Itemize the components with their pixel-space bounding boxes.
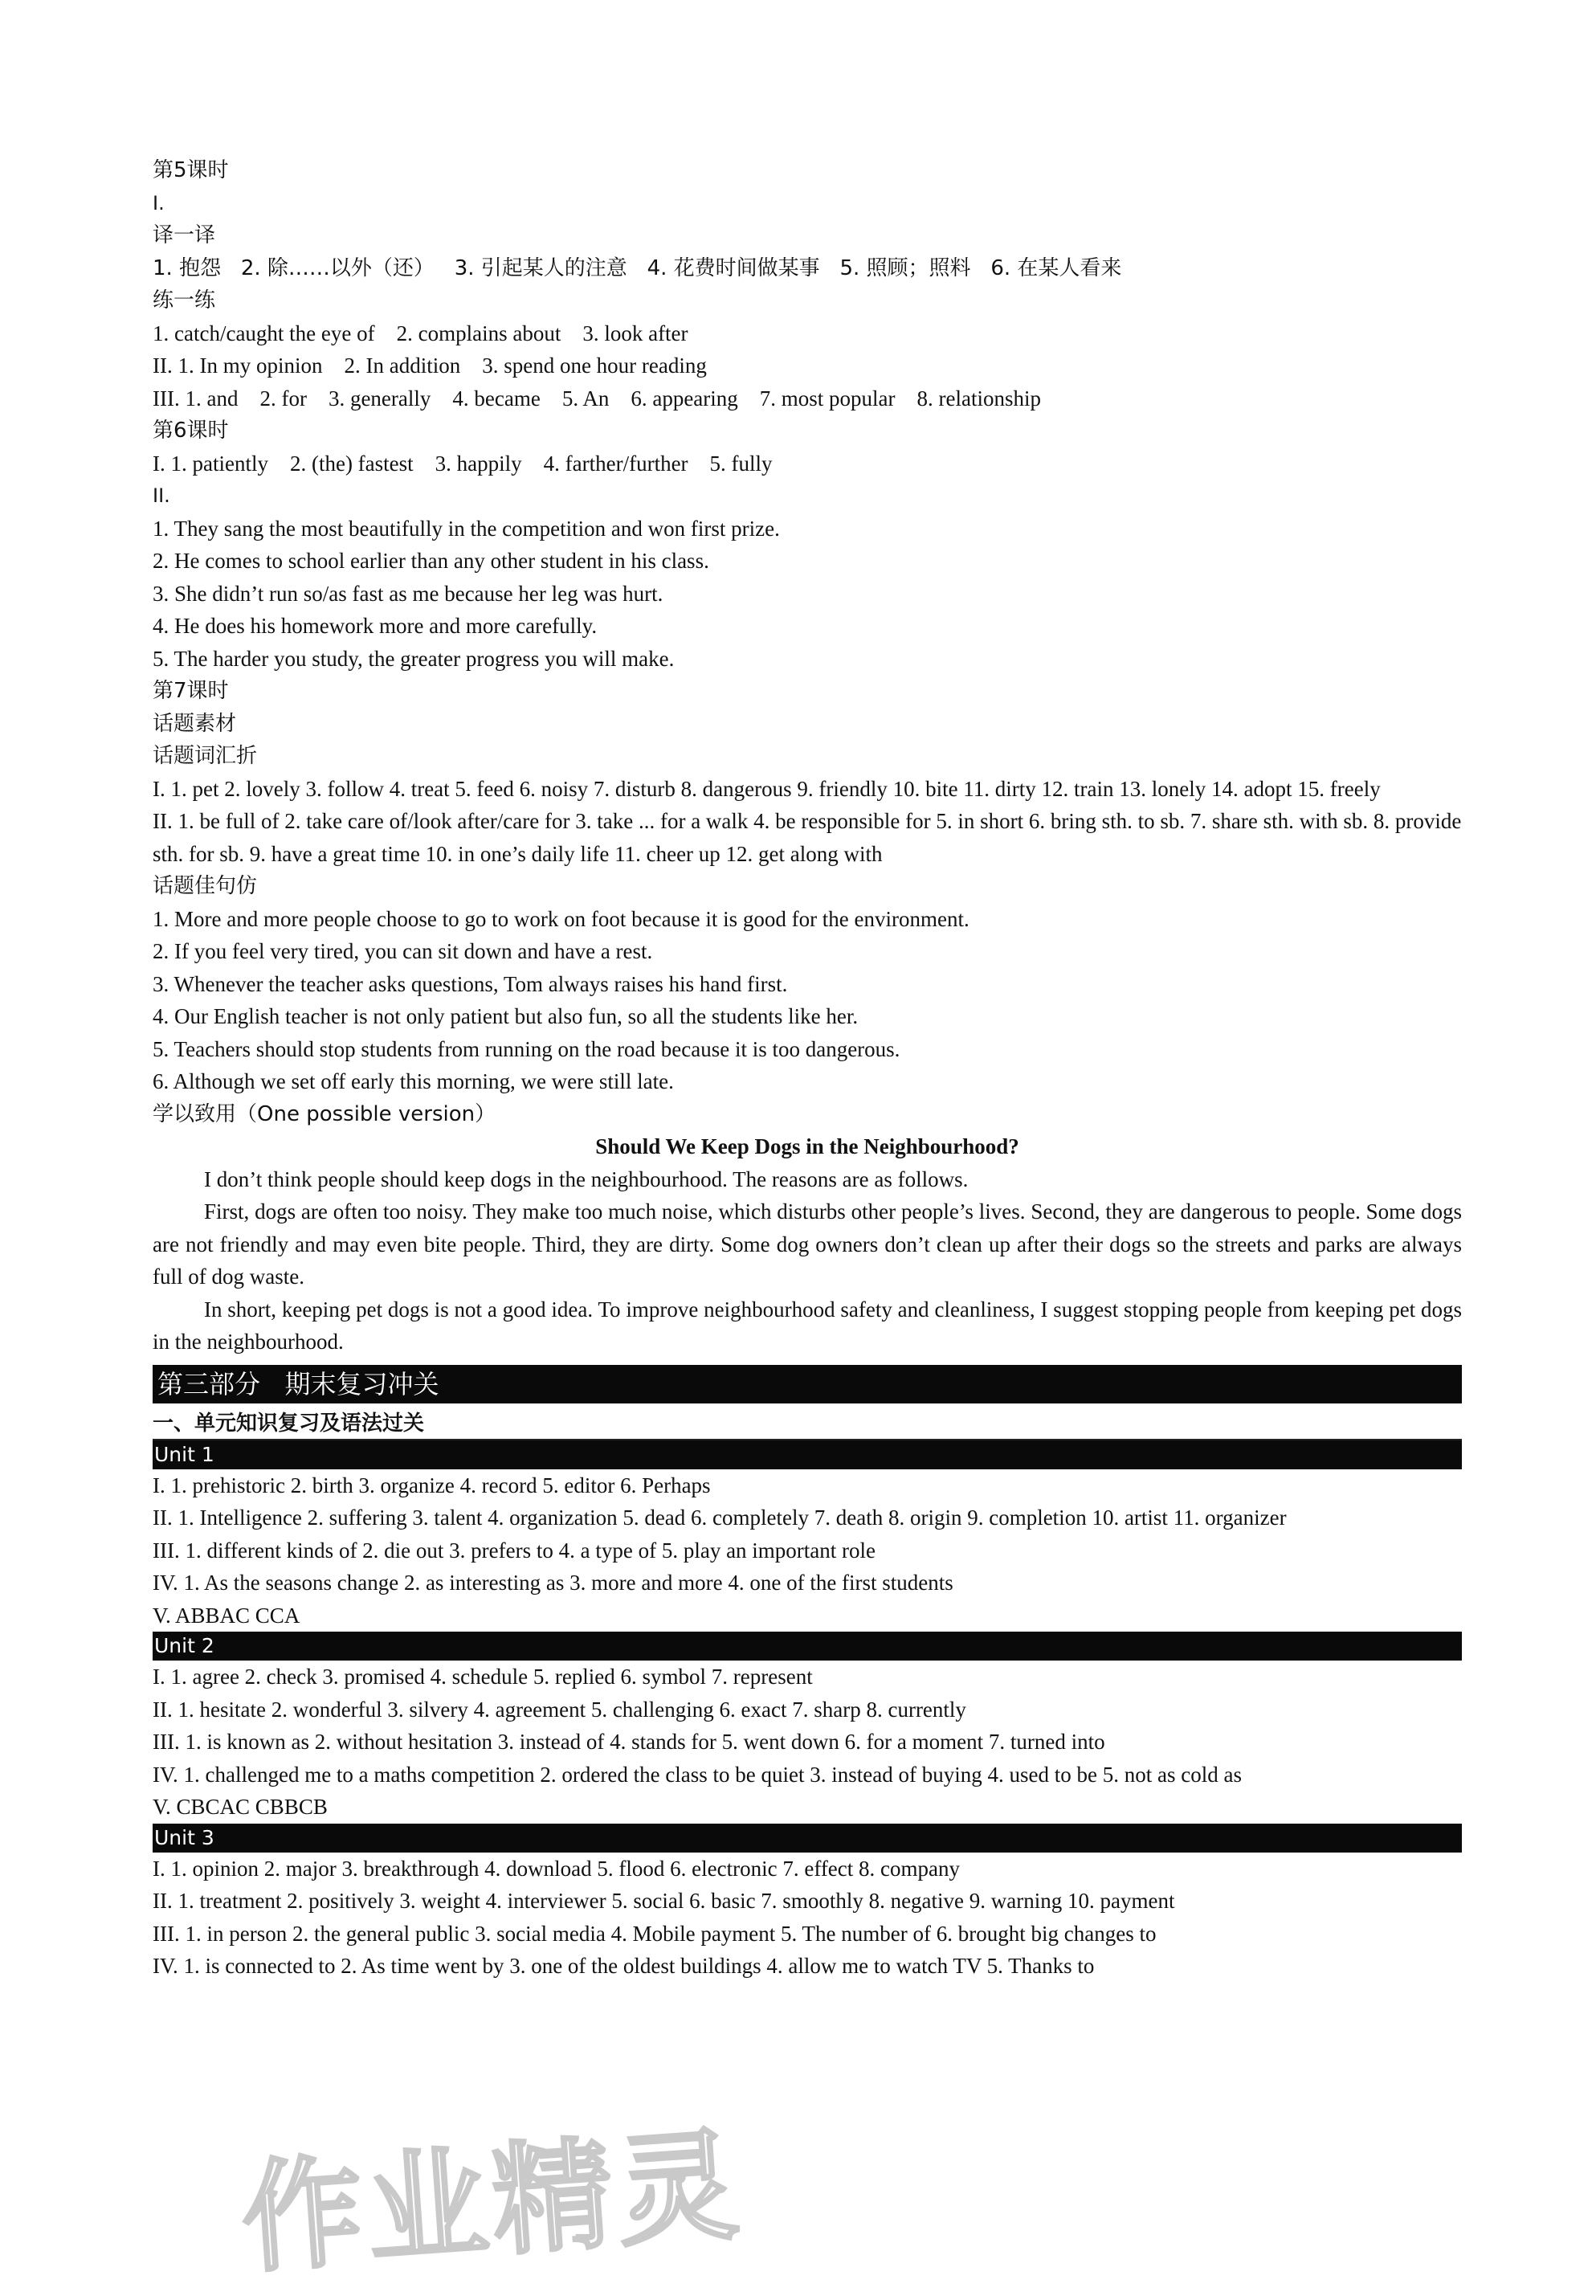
good-sentence: 3. Whenever the teacher asks questions, Tom always raises his hand first.	[153, 971, 788, 996]
unit-answer-line: III. 1. different kinds of 2. die out 3. prefers to 4. a type of 5. play an important role	[153, 1538, 876, 1563]
lesson5-heading: 第5课时	[153, 158, 229, 182]
good-sentence: 4. Our English teacher is not only patient but also fun, so all the students like her.	[153, 1004, 859, 1028]
unit-answer-line: V. ABBAC CCA	[153, 1603, 300, 1628]
section-one-heading: 一、单元知识复习及语法过关	[153, 1408, 1462, 1440]
essay-paragraph: First, dogs are often too noisy. They make too much noise, which disturbs other people’s lives. Second, they are dangerous to people. Some dogs are not friendly and may even bite people. Third, they are dirty. Some dog owners don’t clean up after their dogs so the streets and parks are always full of dog waste.	[153, 1199, 1462, 1289]
lesson6-sentence: 3. She didn’t run so/as fast as me because her leg was hurt.	[153, 581, 663, 606]
essay-paragraph: In short, keeping pet dogs is not a good idea. To improve neighbourhood safety and cleanliness, I suggest stopping people from keeping pet dogs in the neighbourhood.	[153, 1297, 1462, 1354]
unit-answer-line: IV. 1. As the seasons change 2. as interesting as 3. more and more 4. one of the first students	[153, 1571, 953, 1595]
watermark-logo: 作业精灵	[237, 2115, 748, 2290]
apply-label: 学以致用（One possible version）	[153, 1101, 496, 1126]
topic-vocab-part1: I. 1. pet 2. lovely 3. follow 4. treat 5. feed 6. noisy 7. disturb 8. dangerous 9. friendly 10. bite 11. dirty 12. train 13. lonely 14. adopt 15. freely	[153, 776, 1381, 801]
unit-answer-line: IV. 1. challenged me to a maths competition 2. ordered the class to be quiet 3. instead of buying 4. used to be 5. not as cold as	[153, 1762, 1242, 1787]
lesson6-roman-two: II.	[153, 484, 170, 507]
good-sentence: 2. If you feel very tired, you can sit down and have a rest.	[153, 939, 653, 963]
translate-label: 译一译	[153, 223, 216, 247]
lesson6-sentence: 1. They sang the most beautifully in the competition and won first prize.	[153, 516, 780, 541]
unit-answer-line: I. 1. prehistoric 2. birth 3. organize 4. record 5. editor 6. Perhaps	[153, 1473, 711, 1497]
lesson5-part3: III. 1. and 2. for 3. generally 4. became 5. An 6. appearing 7. most popular 8. relationship	[153, 386, 1041, 411]
unit-answer-line: III. 1. is known as 2. without hesitation 3. instead of 4. stands for 5. went down 6. for a moment 7. turned into	[153, 1730, 1105, 1754]
part-three-banner: 第三部分 期末复习冲关	[153, 1365, 1462, 1403]
topic-vocab-label: 话题词汇折	[153, 744, 258, 768]
lesson6-part1: I. 1. patiently 2. (the) fastest 3. happily 4. farther/further 5. fully	[153, 451, 773, 476]
lesson6-heading: 第6课时	[153, 419, 229, 443]
good-sentences-label: 话题佳句仿	[153, 874, 258, 898]
lesson5-roman-one: I.	[153, 191, 165, 214]
answer-page	[153, 154, 1462, 1983]
unit-header: Unit 2	[153, 1632, 1462, 1661]
unit-header: Unit 3	[153, 1824, 1462, 1853]
lesson7-heading: 第7课时	[153, 679, 229, 703]
lesson5-part2: II. 1. In my opinion 2. In addition 3. spend one hour reading	[153, 353, 707, 378]
unit-answer-line: II. 1. treatment 2. positively 3. weight 4. interviewer 5. social 6. basic 7. smoothly 8. negative 9. warning 10. payment	[153, 1889, 1175, 1913]
lesson6-sentence: 5. The harder you study, the greater progress you will make.	[153, 646, 675, 671]
essay-title: Should We Keep Dogs in the Neighbourhood?	[595, 1134, 1019, 1158]
lesson6-sentence: 2. He comes to school earlier than any other student in his class.	[153, 549, 709, 573]
unit-answer-line: II. 1. hesitate 2. wonderful 3. silvery 4. agreement 5. challenging 6. exact 7. sharp 8. currently	[153, 1697, 966, 1722]
lesson6-sentence: 4. He does his homework more and more carefully.	[153, 614, 598, 638]
unit-answer-line: II. 1. Intelligence 2. suffering 3. talent 4. organization 5. dead 6. completely 7. death 8. origin 9. completion 10. artist 11. organizer	[153, 1505, 1287, 1530]
practice-items: 1. catch/caught the eye of 2. complains about 3. look after	[153, 321, 688, 345]
good-sentence: 6. Although we set off early this morning, we were still late.	[153, 1069, 674, 1093]
unit-answer-line: IV. 1. is connected to 2. As time went by 3. one of the oldest buildings 4. allow me to watch TV 5. Thanks to	[153, 1954, 1095, 1978]
unit-answer-line: V. CBCAC CBBCB	[153, 1795, 328, 1819]
essay-paragraph: I don’t think people should keep dogs in the neighbourhood. The reasons are as follows.	[204, 1166, 969, 1191]
topic-vocab-part2: II. 1. be full of 2. take care of/look after/care for 3. take ... for a walk 4. be responsible for 5. in short 6. bring sth. to sb. 7. share sth. with sb. 8. provide sth. for sb. 9. have a great time 10. in one’s daily life 11. cheer up 12. get along with	[153, 809, 1462, 866]
unit-answer-line: III. 1. in person 2. the general public 3. social media 4. Mobile payment 5. The number of 6. brought big changes to	[153, 1921, 1157, 1946]
unit-header: Unit 1	[153, 1440, 1462, 1469]
good-sentence: 5. Teachers should stop students from running on the road because it is too dangerous.	[153, 1036, 900, 1061]
unit-answer-line: I. 1. opinion 2. major 3. breakthrough 4. download 5. flood 6. electronic 7. effect 8. company	[153, 1856, 960, 1881]
good-sentence: 1. More and more people choose to go to work on foot because it is good for the environment.	[153, 906, 969, 931]
translate-items: 1. 抱怨 2. 除……以外（还） 3. 引起某人的注意 4. 花费时间做某事 5. 照顾；照料 6. 在某人看来	[153, 255, 1122, 280]
unit-answer-line: I. 1. agree 2. check 3. promised 4. schedule 5. replied 6. symbol 7. represent	[153, 1665, 813, 1689]
topic-material-label: 话题素材	[153, 711, 237, 736]
practice-label: 练一练	[153, 288, 216, 313]
